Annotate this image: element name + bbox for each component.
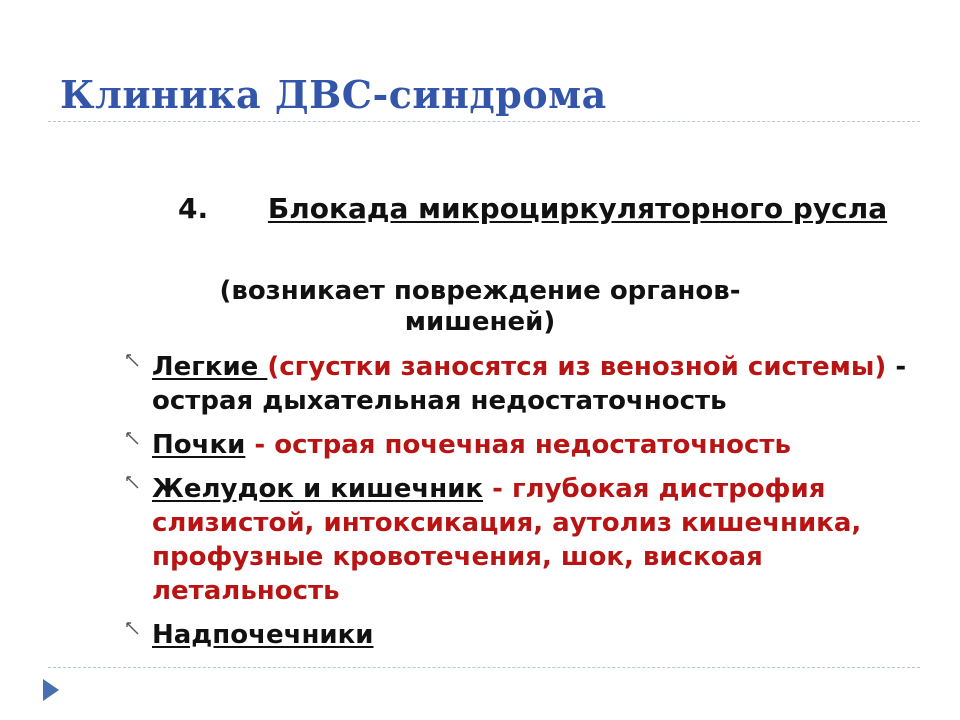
heading-number: 4. [178,192,209,225]
organ-detail-red: - острая почечная недостаточность [245,430,791,460]
slide-title: Клиника ДВС-синдрома [60,72,607,117]
next-slide-arrow-icon[interactable] [40,676,62,704]
arrow-bullet-icon [126,354,140,368]
organ-name: Почки [152,430,246,460]
list-item-gi-tract [122,472,922,608]
subheading [0,276,960,338]
heading-text: Блокада микроциркуляторного русла [267,192,888,225]
subheading-text: (возникает повреждение органов-мишеней) [219,276,741,337]
arrow-bullet-icon [126,622,140,636]
list-item-kidneys [122,428,922,462]
organ-name: Надпочечники [152,620,374,650]
footer-divider [48,667,920,668]
list-item-adrenals [122,618,922,652]
arrow-bullet-icon [126,476,140,490]
list-item-lungs [122,350,922,418]
organ-list [122,350,922,662]
organ-name: Легкие [152,352,268,382]
section-heading [0,192,960,225]
organ-detail: - острая дыхательная недостаточность [152,352,907,416]
title-divider [48,121,920,122]
organ-name: Желудок и кишечник [152,474,484,504]
arrow-bullet-icon [126,432,140,446]
organ-detail-red: - глубокая дистрофия слизистой, интоксикация, аутолиз кишечника, профузные кровотечения, шок, вискоая летальность [152,474,862,606]
organ-detail-red: (сгустки заносятся из венозной системы) [267,352,887,382]
